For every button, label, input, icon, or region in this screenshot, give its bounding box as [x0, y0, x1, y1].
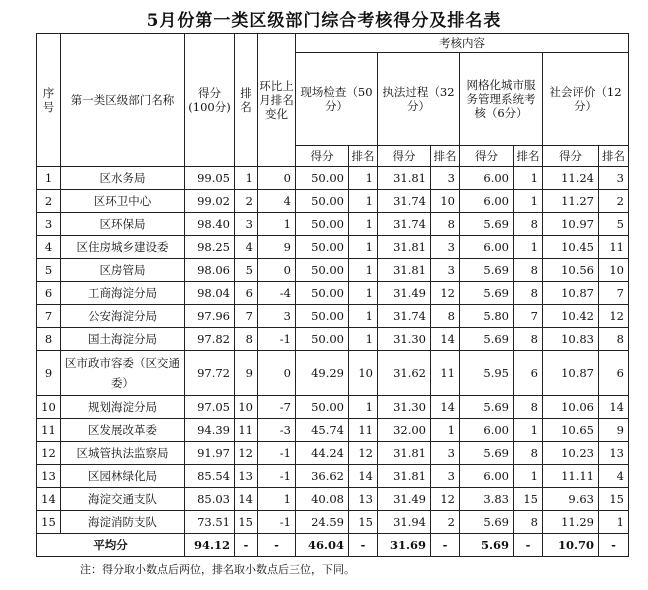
header-dept: 第一类区级部门名称 — [61, 34, 185, 167]
onsite-score: 50.00 — [296, 328, 349, 351]
rank-change: -7 — [258, 396, 296, 419]
grid-score: 5.69 — [460, 396, 514, 419]
grid-rank: 8 — [514, 442, 543, 465]
onsite-score: 50.00 — [296, 190, 349, 213]
grid-rank: 15 — [514, 488, 543, 511]
dept-name: 区住房城乡建设委 — [61, 236, 185, 259]
onsite-rank: 14 — [349, 465, 378, 488]
onsite-rank: 1 — [349, 396, 378, 419]
average-grid-rank: - — [514, 534, 543, 557]
total-score: 99.05 — [185, 167, 235, 190]
row-seq: 13 — [37, 465, 61, 488]
total-rank: 2 — [235, 190, 258, 213]
enforcement-score: 31.74 — [378, 190, 431, 213]
header-content: 考核内容 — [296, 34, 629, 53]
dept-name: 区水务局 — [61, 167, 185, 190]
grid-rank: 1 — [514, 236, 543, 259]
table-row — [37, 351, 629, 396]
enforcement-score: 31.81 — [378, 259, 431, 282]
social-score: 11.24 — [543, 167, 599, 190]
onsite-rank: 1 — [349, 259, 378, 282]
grid-rank: 7 — [514, 305, 543, 328]
onsite-score: 45.74 — [296, 419, 349, 442]
total-score: 98.06 — [185, 259, 235, 282]
enforcement-score: 31.74 — [378, 305, 431, 328]
rank-change: -1 — [258, 465, 296, 488]
enforcement-rank: 10 — [431, 190, 460, 213]
enforcement-score: 31.81 — [378, 236, 431, 259]
enforcement-score: 31.30 — [378, 328, 431, 351]
row-seq: 2 — [37, 190, 61, 213]
total-score: 98.04 — [185, 282, 235, 305]
onsite-score: 24.59 — [296, 511, 349, 534]
enforcement-rank: 14 — [431, 328, 460, 351]
enforcement-rank: 14 — [431, 396, 460, 419]
row-seq: 5 — [37, 259, 61, 282]
enforcement-score: 31.49 — [378, 488, 431, 511]
enforcement-score: 31.81 — [378, 167, 431, 190]
grid-rank: 1 — [514, 419, 543, 442]
rank-change: 1 — [258, 213, 296, 236]
grid-score: 5.69 — [460, 511, 514, 534]
dept-name: 公安海淀分局 — [61, 305, 185, 328]
footnote: 注：得分取小数点后两位，排名取小数点后三位，下同。 — [80, 563, 355, 576]
table-row — [37, 236, 629, 259]
row-seq: 3 — [37, 213, 61, 236]
row-seq: 8 — [37, 328, 61, 351]
enforcement-score: 31.30 — [378, 396, 431, 419]
enforcement-rank: 3 — [431, 442, 460, 465]
enforcement-score: 32.00 — [378, 419, 431, 442]
rank-change: 9 — [258, 236, 296, 259]
onsite-score: 50.00 — [296, 236, 349, 259]
onsite-rank: 12 — [349, 442, 378, 465]
rank-change: 1 — [258, 488, 296, 511]
total-score: 97.82 — [185, 328, 235, 351]
total-score: 94.39 — [185, 419, 235, 442]
grid-rank: 8 — [514, 328, 543, 351]
table-row — [37, 328, 629, 351]
subheader-rank: 排名 — [431, 146, 460, 167]
grid-score: 6.00 — [460, 465, 514, 488]
grid-rank: 8 — [514, 259, 543, 282]
table-row — [37, 511, 629, 534]
social-score: 11.29 — [543, 511, 599, 534]
subheader-score: 得分 — [378, 146, 431, 167]
rank-change: -1 — [258, 442, 296, 465]
table-row — [37, 282, 629, 305]
onsite-score: 50.00 — [296, 213, 349, 236]
enforcement-rank: 12 — [431, 488, 460, 511]
grid-rank: 6 — [514, 351, 543, 396]
social-rank: 8 — [599, 328, 629, 351]
onsite-score: 49.29 — [296, 351, 349, 396]
social-rank: 5 — [599, 213, 629, 236]
total-score: 91.97 — [185, 442, 235, 465]
onsite-score: 50.00 — [296, 259, 349, 282]
enforcement-score: 31.81 — [378, 465, 431, 488]
average-change: - — [258, 534, 296, 557]
dept-name: 区环卫中心 — [61, 190, 185, 213]
onsite-rank: 15 — [349, 511, 378, 534]
dept-name: 国土海淀分局 — [61, 328, 185, 351]
enforcement-rank: 2 — [431, 511, 460, 534]
onsite-score: 44.24 — [296, 442, 349, 465]
row-seq: 15 — [37, 511, 61, 534]
table-row — [37, 190, 629, 213]
social-score: 9.63 — [543, 488, 599, 511]
grid-rank: 8 — [514, 213, 543, 236]
table-row — [37, 419, 629, 442]
table-row — [37, 465, 629, 488]
average-rank: - — [235, 534, 258, 557]
average-label: 平均分 — [37, 534, 185, 557]
dept-name: 区市政市容委（区交通委） — [61, 351, 185, 396]
enforcement-rank: 3 — [431, 465, 460, 488]
social-rank: 2 — [599, 190, 629, 213]
total-rank: 4 — [235, 236, 258, 259]
subheader-score: 得分 — [460, 146, 514, 167]
row-seq: 9 — [37, 351, 61, 396]
header-seq: 序号 — [37, 34, 61, 167]
table-body — [37, 167, 629, 557]
total-rank: 12 — [235, 442, 258, 465]
header-rank: 排名 — [235, 34, 258, 167]
total-rank: 13 — [235, 465, 258, 488]
total-rank: 6 — [235, 282, 258, 305]
enforcement-score: 31.49 — [378, 282, 431, 305]
social-rank: 13 — [599, 442, 629, 465]
onsite-score: 50.00 — [296, 396, 349, 419]
onsite-rank: 1 — [349, 213, 378, 236]
social-score: 10.65 — [543, 419, 599, 442]
social-rank: 7 — [599, 282, 629, 305]
grid-score: 3.83 — [460, 488, 514, 511]
grid-score: 5.69 — [460, 282, 514, 305]
header-grid-system: 网格化城市服务管理系统考核（6分） — [460, 53, 543, 146]
social-score: 10.23 — [543, 442, 599, 465]
rank-change: -4 — [258, 282, 296, 305]
social-score: 10.56 — [543, 259, 599, 282]
social-rank: 6 — [599, 351, 629, 396]
total-score: 99.02 — [185, 190, 235, 213]
social-rank: 12 — [599, 305, 629, 328]
average-grid-score: 5.69 — [460, 534, 514, 557]
grid-score: 5.69 — [460, 259, 514, 282]
social-rank: 1 — [599, 511, 629, 534]
table-row — [37, 259, 629, 282]
rank-change: 0 — [258, 259, 296, 282]
dept-name: 海淀消防支队 — [61, 511, 185, 534]
total-rank: 1 — [235, 167, 258, 190]
dept-name: 区环保局 — [61, 213, 185, 236]
social-score: 10.45 — [543, 236, 599, 259]
subheader-rank: 排名 — [514, 146, 543, 167]
ranking-table — [36, 33, 629, 557]
row-seq: 10 — [37, 396, 61, 419]
onsite-rank: 13 — [349, 488, 378, 511]
social-score: 10.42 — [543, 305, 599, 328]
grid-score: 6.00 — [460, 236, 514, 259]
enforcement-score: 31.81 — [378, 442, 431, 465]
row-seq: 11 — [37, 419, 61, 442]
row-seq: 14 — [37, 488, 61, 511]
header-score: 得分(100分) — [185, 34, 235, 167]
table-row — [37, 305, 629, 328]
table-title: 5月份第一类区级部门综合考核得分及排名表 — [146, 11, 502, 31]
average-row — [37, 534, 629, 557]
onsite-rank: 1 — [349, 236, 378, 259]
total-rank: 14 — [235, 488, 258, 511]
grid-rank: 8 — [514, 511, 543, 534]
total-score: 85.03 — [185, 488, 235, 511]
grid-score: 5.69 — [460, 213, 514, 236]
grid-rank: 1 — [514, 465, 543, 488]
subheader-score: 得分 — [543, 146, 599, 167]
average-onsite-rank: - — [349, 534, 378, 557]
onsite-rank: 1 — [349, 167, 378, 190]
social-score: 11.27 — [543, 190, 599, 213]
enforcement-rank: 8 — [431, 305, 460, 328]
social-rank: 11 — [599, 236, 629, 259]
grid-score: 6.00 — [460, 419, 514, 442]
rank-change: -3 — [258, 419, 296, 442]
average-score: 94.12 — [185, 534, 235, 557]
average-onsite-score: 46.04 — [296, 534, 349, 557]
onsite-rank: 11 — [349, 419, 378, 442]
enforcement-rank: 8 — [431, 213, 460, 236]
average-social-rank: - — [599, 534, 629, 557]
onsite-score: 50.00 — [296, 282, 349, 305]
social-rank: 9 — [599, 419, 629, 442]
rank-change: 4 — [258, 190, 296, 213]
header-onsite-check: 现场检查（50分） — [296, 53, 378, 146]
onsite-rank: 1 — [349, 282, 378, 305]
dept-name: 区发展改革委 — [61, 419, 185, 442]
total-rank: 10 — [235, 396, 258, 419]
onsite-score: 50.00 — [296, 305, 349, 328]
grid-rank: 1 — [514, 190, 543, 213]
grid-rank: 8 — [514, 282, 543, 305]
grid-rank: 1 — [514, 167, 543, 190]
dept-name: 区城管执法监察局 — [61, 442, 185, 465]
dept-name: 工商海淀分局 — [61, 282, 185, 305]
total-rank: 3 — [235, 213, 258, 236]
dept-name: 规划海淀分局 — [61, 396, 185, 419]
social-rank: 3 — [599, 167, 629, 190]
subheader-rank: 排名 — [349, 146, 378, 167]
table-row — [37, 396, 629, 419]
total-rank: 5 — [235, 259, 258, 282]
average-social-score: 10.70 — [543, 534, 599, 557]
rank-change: -1 — [258, 328, 296, 351]
row-seq: 6 — [37, 282, 61, 305]
average-enforcement-score: 31.69 — [378, 534, 431, 557]
enforcement-rank: 1 — [431, 419, 460, 442]
average-enforcement-rank: - — [431, 534, 460, 557]
grid-rank: 8 — [514, 396, 543, 419]
header-social-eval: 社会评价（12分） — [543, 53, 629, 146]
total-rank: 7 — [235, 305, 258, 328]
rank-change: 0 — [258, 351, 296, 396]
onsite-score: 50.00 — [296, 167, 349, 190]
dept-name: 海淀交通支队 — [61, 488, 185, 511]
social-rank: 10 — [599, 259, 629, 282]
grid-score: 5.80 — [460, 305, 514, 328]
rank-change: 0 — [258, 167, 296, 190]
total-score: 73.51 — [185, 511, 235, 534]
total-score: 85.54 — [185, 465, 235, 488]
rank-change: 3 — [258, 305, 296, 328]
table-row — [37, 167, 629, 190]
row-seq: 4 — [37, 236, 61, 259]
enforcement-rank: 11 — [431, 351, 460, 396]
dept-name: 区房管局 — [61, 259, 185, 282]
subheader-rank: 排名 — [599, 146, 629, 167]
onsite-score: 36.62 — [296, 465, 349, 488]
social-score: 10.97 — [543, 213, 599, 236]
enforcement-rank: 3 — [431, 167, 460, 190]
enforcement-rank: 12 — [431, 282, 460, 305]
social-rank: 14 — [599, 396, 629, 419]
grid-score: 5.69 — [460, 328, 514, 351]
header-enforcement: 执法过程（32分） — [378, 53, 460, 146]
grid-score: 6.00 — [460, 190, 514, 213]
header-change: 环比上月排名变化 — [258, 34, 296, 167]
total-rank: 15 — [235, 511, 258, 534]
enforcement-score: 31.74 — [378, 213, 431, 236]
table-row — [37, 442, 629, 465]
onsite-rank: 1 — [349, 305, 378, 328]
onsite-score: 40.08 — [296, 488, 349, 511]
grid-score: 5.69 — [460, 442, 514, 465]
grid-score: 5.95 — [460, 351, 514, 396]
dept-name: 区园林绿化局 — [61, 465, 185, 488]
total-rank: 11 — [235, 419, 258, 442]
total-score: 97.05 — [185, 396, 235, 419]
total-score: 97.72 — [185, 351, 235, 396]
enforcement-rank: 3 — [431, 259, 460, 282]
social-score: 11.11 — [543, 465, 599, 488]
social-score: 10.83 — [543, 328, 599, 351]
row-seq: 7 — [37, 305, 61, 328]
table-row — [37, 488, 629, 511]
total-rank: 9 — [235, 351, 258, 396]
total-score: 98.40 — [185, 213, 235, 236]
social-rank: 4 — [599, 465, 629, 488]
enforcement-score: 31.62 — [378, 351, 431, 396]
rank-change: -1 — [258, 511, 296, 534]
total-rank: 8 — [235, 328, 258, 351]
row-seq: 1 — [37, 167, 61, 190]
row-seq: 12 — [37, 442, 61, 465]
total-score: 97.96 — [185, 305, 235, 328]
social-rank: 15 — [599, 488, 629, 511]
social-score: 10.87 — [543, 351, 599, 396]
enforcement-score: 31.94 — [378, 511, 431, 534]
onsite-rank: 1 — [349, 190, 378, 213]
table-row — [37, 213, 629, 236]
onsite-rank: 10 — [349, 351, 378, 396]
onsite-rank: 1 — [349, 328, 378, 351]
grid-score: 6.00 — [460, 167, 514, 190]
social-score: 10.87 — [543, 282, 599, 305]
enforcement-rank: 3 — [431, 236, 460, 259]
social-score: 10.06 — [543, 396, 599, 419]
total-score: 98.25 — [185, 236, 235, 259]
subheader-score: 得分 — [296, 146, 349, 167]
